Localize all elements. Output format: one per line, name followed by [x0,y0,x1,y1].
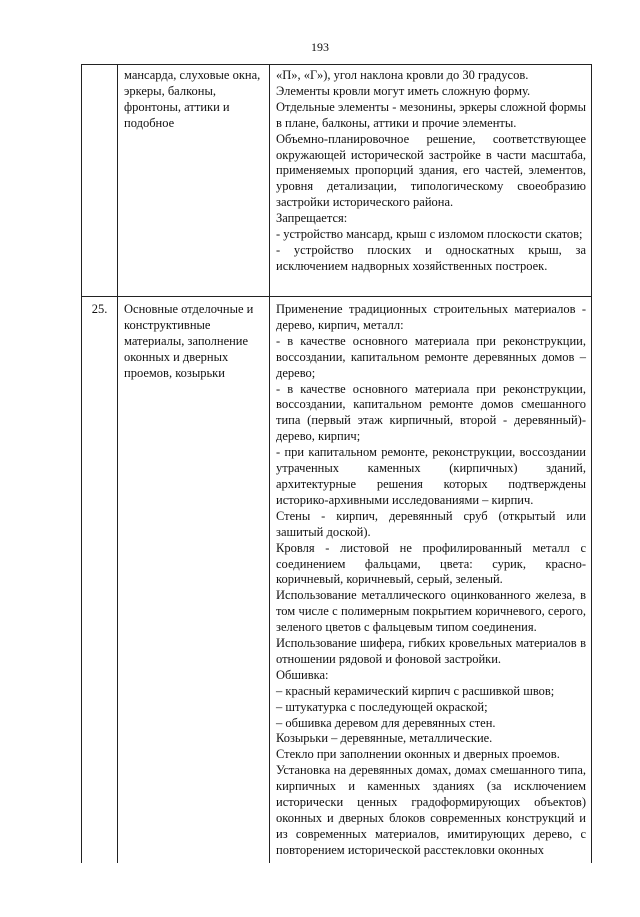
paragraph: Установка на деревянных домах, домах смешанного типа, кирпичных и каменных зданиях (за исключением исторически ценных градоформирующих объектов) оконных и дверных блоков современных конструкций и из современных материалов, имитирующих дерево, с повторением исторической расстекловки оконных [276,763,586,857]
table-row [82,65,592,297]
paragraph: Обшивка: [276,667,329,682]
paragraph: - устройство мансард, крыш с изломом плоскости скатов; [276,227,583,242]
paragraph: Отдельные элементы - мезонины, эркеры сложной формы в плане, балконы, аттики и прочие элементы. [276,99,586,130]
paragraph: Стены - кирпич, деревянный сруб (открытый или зашитый доской). [276,508,586,539]
paragraph: Использование шифера, гибких кровельных материалов в отношении рядовой и фоновой застройки. [276,636,586,666]
row-requirements [270,297,592,863]
paragraph: – обшивка деревом для деревянных стен. [276,715,496,730]
paragraph: – красный керамический кирпич с расшивкой швов; [276,683,555,698]
paragraph: «П», «Г»), угол наклона кровли до 30 градусов. [276,68,529,82]
paragraph: - в качестве основного материала при реконструкции, воссоздании, капитальном ремонте деревянных домов – дерево; [276,333,586,380]
paragraph: Кровля - листовой не профилированный металл с соединением фальцами, цвета: сурик, красно-коричневый, коричневый, серый, зеленый. [276,540,586,587]
paragraph: - при капитальном ремонте, реконструкции, воссоздании утраченных каменных (кирпичных) зданий, архитектурные решения которых подтверждены историко-архивными исследованиями – кирпич. [276,445,586,507]
row-requirements [270,65,592,297]
paragraph: Объемно-планировочное решение, соответствующее окружающей исторической застройке в части масштаба, применяемых пропорций здания, его частей, элементов, уровня детализации, типологическому своеобразию застройки исторического района. [276,131,586,210]
paragraph: Использование металлического оцинкованного железа, в том числе с полимерным покрытием коричневого, серого, зеленого цветов с фальцевым типом соединения. [276,588,586,635]
row-number: 25. [82,297,118,863]
row-element-name: Основные отделочные и конструктивные материалы, заполнение оконных и дверных проемов, козырьки [118,297,270,863]
paragraph: Запрещается: [276,211,348,226]
paragraph: - в качестве основного материала при реконструкции, воссоздании, капитальном ремонте домов смешанного типа (первый этаж кирпичный, второй - деревянный)- дерево, кирпич; [276,381,586,444]
paragraph: - устройство плоских и односкатных крыш, за исключением надворных хозяйственных построек. [276,242,586,273]
paragraph: – штукатурка с последующей окраской; [276,699,488,714]
row-element-name: мансарда, слуховые окна, эркеры, балконы, фронтоны, аттики и подобное [118,65,270,297]
table-row [82,297,592,863]
paragraph: Стекло при заполнении оконных и дверных проемов. [276,747,560,762]
row-number [82,65,118,297]
paragraph: Элементы кровли могут иметь сложную форму. [276,83,531,98]
regulations-table [81,64,592,863]
paragraph: Применение традиционных строительных материалов - дерево, кирпич, металл: [276,302,586,332]
paragraph: Козырьки – деревянные, металлические. [276,731,493,746]
page-number: 193 [311,40,329,54]
